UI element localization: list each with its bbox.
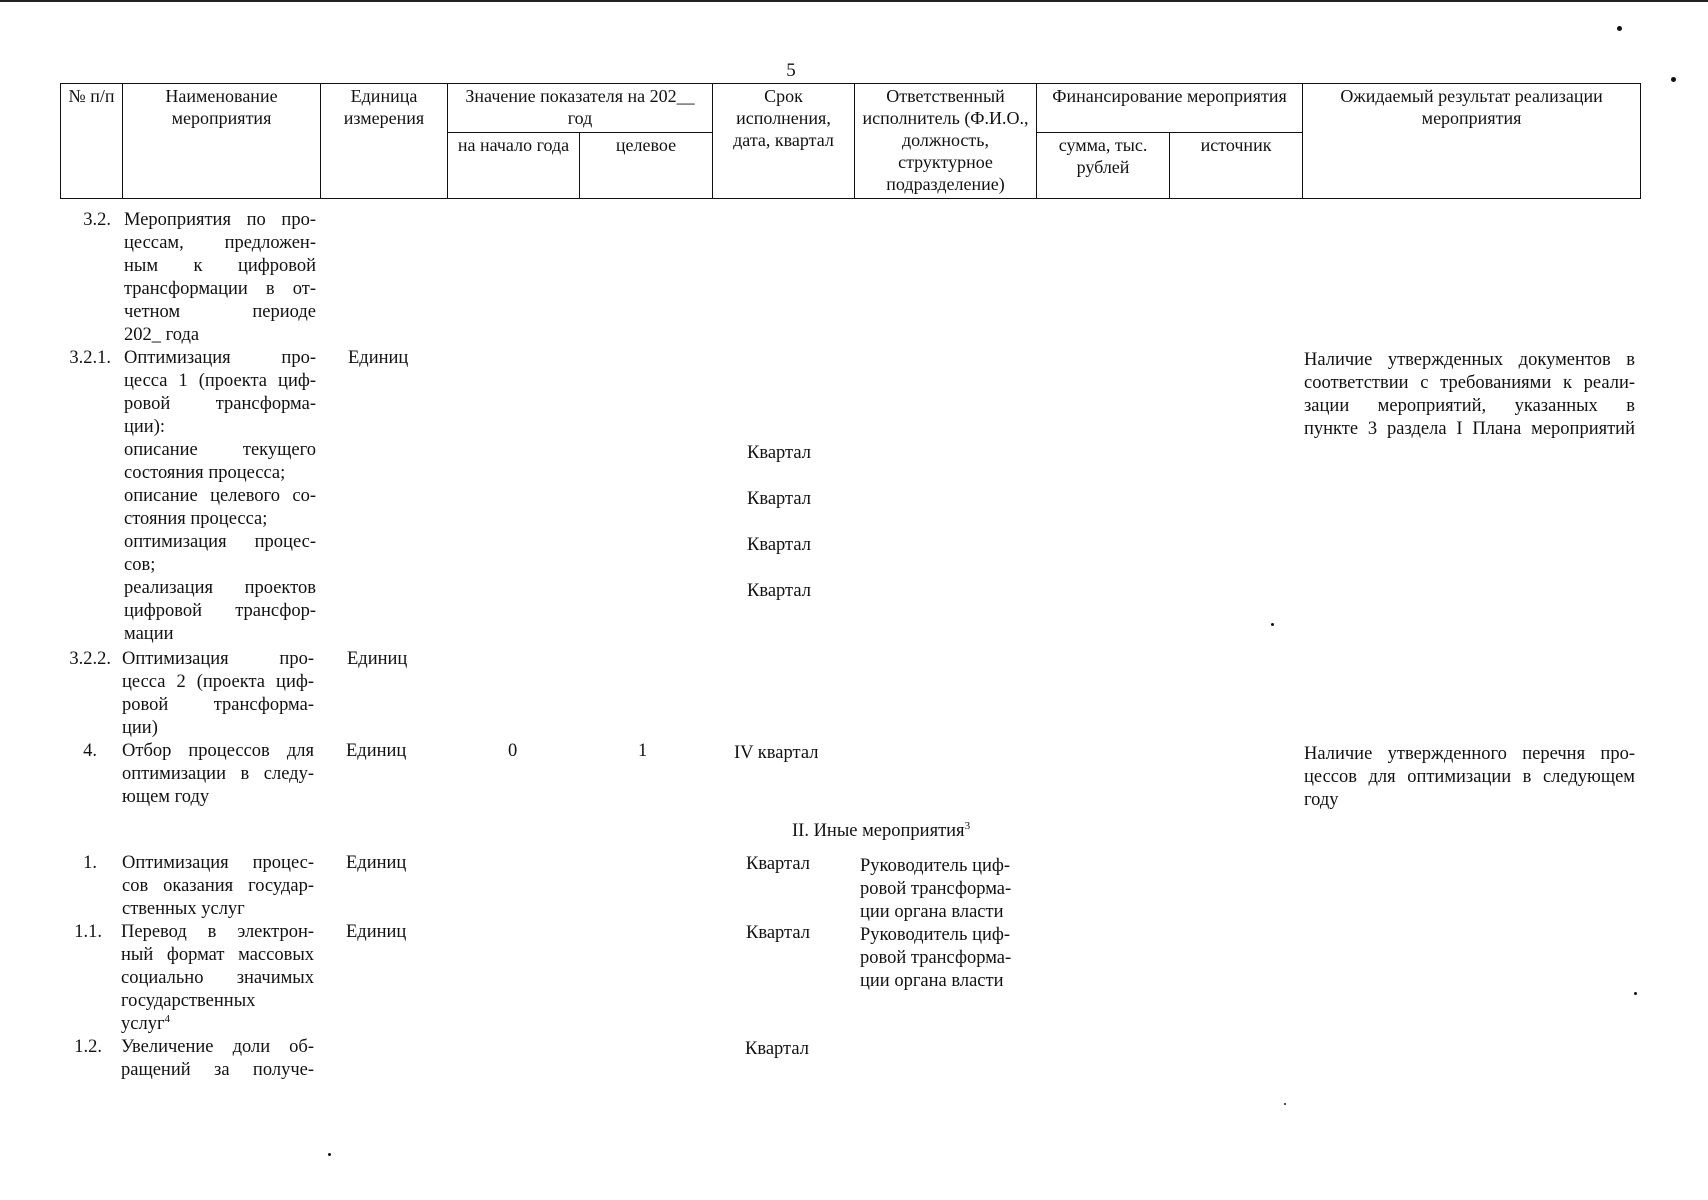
row-name: Перевод в электрон- ный формат массовых социально значимых государственных услуг$^4$	[121, 922, 314, 1034]
header-value-target: целевое	[580, 133, 713, 199]
row-deadline: Квартал	[745, 1039, 809, 1059]
row-name: описание целевого со- стояния процесса;	[124, 486, 316, 529]
header-value: Значение показателя на 202__ год	[448, 84, 713, 133]
header-value-start: на начало года	[448, 133, 580, 199]
scan-speck	[328, 1153, 331, 1156]
row-result: Наличие утвержденного перечня про- цессов для оптимизации в следующем году	[1304, 744, 1635, 810]
row-deadline: IV квартал	[734, 743, 819, 763]
scan-speck	[1617, 26, 1622, 31]
page-number: 5	[786, 60, 796, 81]
row-deadline: Квартал	[747, 489, 811, 509]
header-responsible: Ответственный исполнитель (Ф.И.О., должность, структурное подразделение)	[855, 84, 1037, 199]
row-number: 1.2.	[74, 1037, 102, 1057]
header-deadline: Срок исполнения, дата, квартал	[713, 84, 855, 199]
row-result: Наличие утвержденных документов в соответствии с требованиями к реали- зации мероприятий, указанных в пункте 3 раздела I Плана мероприятий	[1304, 350, 1635, 439]
header-name: Наименование мероприятия	[123, 84, 321, 199]
row-value-target: 1	[638, 741, 648, 761]
row-number: 3.2.1.	[69, 348, 111, 368]
row-name: Оптимизация процес- сов оказания государ- ственных услуг	[122, 853, 314, 919]
row-deadline: Квартал	[746, 854, 810, 874]
scan-speck	[1271, 623, 1274, 626]
row-unit: Единиц	[348, 348, 409, 368]
row-name: Оптимизация про- цесса 2 (проекта циф- ровой трансформа- ции)	[122, 649, 314, 738]
table-header	[60, 83, 1641, 199]
row-number: 1.1.	[74, 922, 102, 942]
row-responsible: Руководитель циф- ровой трансформа- ции органа власти	[860, 925, 1012, 991]
row-unit: Единиц	[347, 649, 408, 669]
row-name: оптимизация процес- сов;	[124, 532, 316, 575]
row-number: 4.	[83, 741, 97, 761]
scan-speck	[1671, 77, 1676, 82]
row-deadline: Квартал	[747, 535, 811, 555]
header-number: № п/п	[61, 84, 123, 199]
row-name: Отбор процессов для оптимизации в следу- ющем году	[122, 741, 314, 807]
row-deadline: Квартал	[747, 581, 811, 601]
row-number: 3.2.2.	[69, 649, 111, 669]
row-name: реализация проектов цифровой трансфор- мации	[124, 578, 316, 644]
row-value-start: 0	[508, 741, 518, 761]
row-number: 3.2.	[83, 210, 111, 230]
row-name: Оптимизация про- цесса 1 (проекта циф- ровой трансформа- ции):	[124, 348, 316, 437]
row-responsible: Руководитель циф- ровой трансформа- ции органа власти	[860, 856, 1012, 922]
section-title: II. Иные мероприятия$^3$	[792, 819, 971, 841]
header-financing-source: источник	[1170, 133, 1303, 199]
scan-top-edge	[0, 0, 1708, 2]
row-deadline: Квартал	[746, 923, 810, 943]
header-financing: Финансирование мероприятия	[1037, 84, 1303, 133]
row-unit: Единиц	[346, 741, 407, 761]
row-unit: Единиц	[346, 853, 407, 873]
header-financing-sum: сумма, тыс. рублей	[1037, 133, 1170, 199]
row-unit: Единиц	[346, 922, 407, 942]
row-deadline: Квартал	[747, 443, 811, 463]
row-name: Мероприятия по про- цессам, предложен- ным к цифровой трансформации в от- четном периоде 202_ года	[124, 210, 316, 345]
header-unit: Единица измерения	[321, 84, 448, 199]
header-result: Ожидаемый результат реализации мероприятия	[1303, 84, 1641, 199]
row-number: 1.	[83, 853, 97, 873]
row-name: Увеличение доли об- ращений за получе-	[121, 1037, 314, 1080]
scan-speck	[1634, 992, 1637, 995]
scan-speck	[1284, 1103, 1286, 1105]
row-name: описание текущего состояния процесса;	[124, 440, 316, 483]
